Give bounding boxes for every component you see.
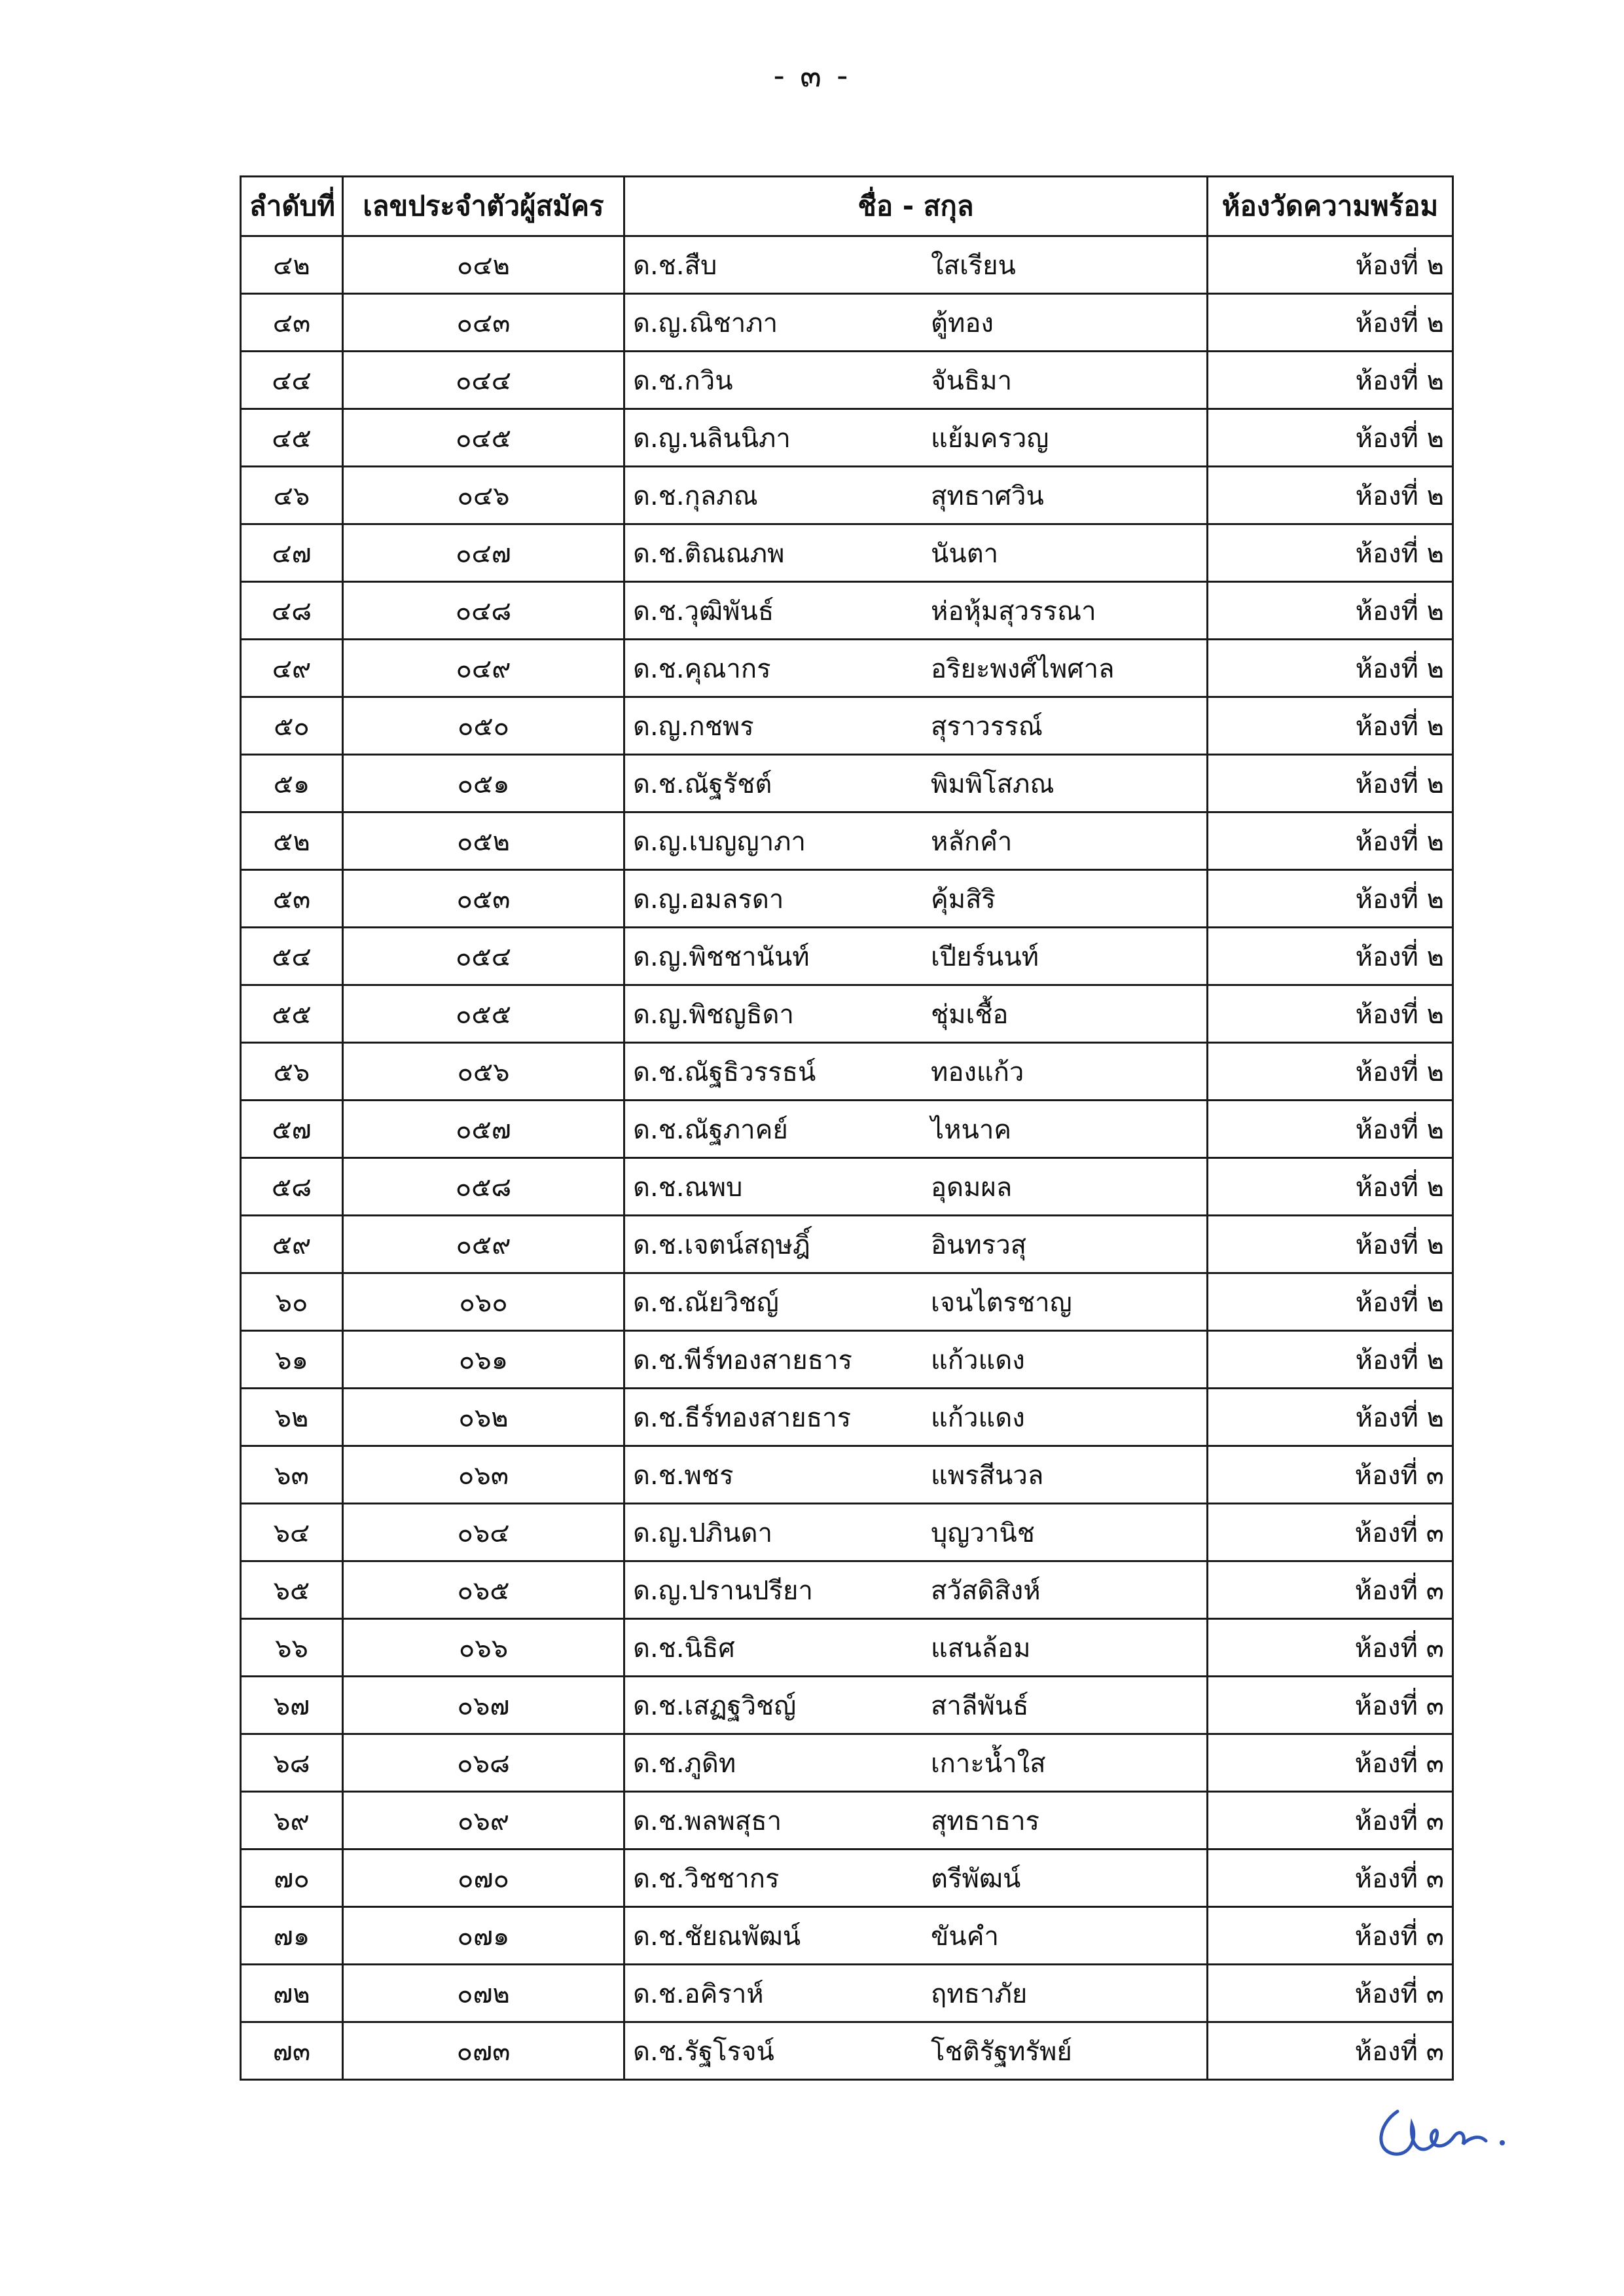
- cell-seq: ๕๙: [241, 1216, 343, 1273]
- cell-applicant-id: ๐๕๒: [343, 812, 624, 870]
- roster-table: [240, 175, 1454, 2081]
- cell-name: [624, 1907, 1208, 1965]
- table-row: [241, 1907, 1453, 1965]
- first-name: ด.ช.สืบ: [633, 250, 717, 281]
- surname: ชุ่มเชื้อ: [931, 999, 1009, 1030]
- first-name: ด.ช.นิธิศ: [633, 1633, 735, 1664]
- cell-applicant-id: ๐๕๖: [343, 1043, 624, 1101]
- cell-name: [624, 1158, 1208, 1216]
- surname: หลักคำ: [931, 826, 1013, 857]
- first-name: ด.ญ.เบญญาภา: [633, 826, 806, 857]
- cell-room: ห้องที่ ๒: [1208, 409, 1453, 467]
- first-name: ด.ช.พลพสุธา: [633, 1806, 782, 1836]
- first-name: ด.ช.คุณากร: [633, 653, 771, 684]
- cell-name: [624, 1677, 1208, 1734]
- cell-applicant-id: ๐๕๑: [343, 755, 624, 812]
- cell-room: ห้องที่ ๓: [1208, 1446, 1453, 1504]
- cell-seq: ๕๐: [241, 697, 343, 755]
- surname: บุญวานิช: [931, 1518, 1035, 1548]
- first-name: ด.ช.พชร: [633, 1460, 734, 1491]
- table-row: [241, 1965, 1453, 2022]
- first-name: ด.ช.ณัฐภาคย์: [633, 1114, 788, 1145]
- cell-room: ห้องที่ ๒: [1208, 467, 1453, 524]
- cell-name: [624, 1389, 1208, 1446]
- cell-seq: ๔๖: [241, 467, 343, 524]
- cell-seq: ๖๐: [241, 1273, 343, 1331]
- cell-seq: ๕๒: [241, 812, 343, 870]
- surname: สุราวรรณ์: [931, 711, 1043, 742]
- surname: เกาะน้ำใส: [931, 1748, 1046, 1779]
- first-name: ด.ช.ชัยณพัฒน์: [633, 1921, 801, 1952]
- cell-applicant-id: ๐๔๖: [343, 467, 624, 524]
- cell-seq: ๕๖: [241, 1043, 343, 1101]
- cell-name: [624, 755, 1208, 812]
- table-row: [241, 1158, 1453, 1216]
- cell-applicant-id: ๐๕๓: [343, 870, 624, 928]
- cell-name: [624, 870, 1208, 928]
- first-name: ด.ญ.ปรานปรียา: [633, 1575, 813, 1606]
- table-row: [241, 1101, 1453, 1158]
- cell-seq: ๕๘: [241, 1158, 343, 1216]
- cell-name: [624, 1504, 1208, 1561]
- table-row: [241, 467, 1453, 524]
- cell-seq: ๖๕: [241, 1561, 343, 1619]
- first-name: ด.ช.ณพบ: [633, 1172, 743, 1203]
- cell-room: ห้องที่ ๓: [1208, 1561, 1453, 1619]
- surname: ตู้ทอง: [931, 308, 994, 338]
- surname: สุทธาธาร: [931, 1806, 1040, 1836]
- surname: คุ้มสิริ: [931, 884, 996, 915]
- cell-name: [624, 1850, 1208, 1907]
- first-name: ด.ญ.พิชชานันท์: [633, 941, 810, 972]
- surname: พิมพิโสภณ: [931, 769, 1055, 799]
- cell-seq: ๗๑: [241, 1907, 343, 1965]
- cell-name: [624, 985, 1208, 1043]
- cell-room: ห้องที่ ๒: [1208, 1389, 1453, 1446]
- cell-room: ห้องที่ ๒: [1208, 1216, 1453, 1273]
- header-row: [241, 177, 1453, 236]
- table-row: [241, 1389, 1453, 1446]
- surname: เจนไตรชาญ: [931, 1287, 1072, 1318]
- cell-room: ห้องที่ ๒: [1208, 1273, 1453, 1331]
- surname: อริยะพงศ์ไพศาล: [931, 653, 1115, 684]
- first-name: ด.ญ.กชพร: [633, 711, 754, 742]
- cell-seq: ๖๘: [241, 1734, 343, 1792]
- cell-applicant-id: ๐๖๐: [343, 1273, 624, 1331]
- header-applicant-id: เลขประจำตัวผู้สมัคร: [343, 177, 624, 236]
- cell-room: ห้องที่ ๒: [1208, 1043, 1453, 1101]
- cell-applicant-id: ๐๖๓: [343, 1446, 624, 1504]
- cell-applicant-id: ๐๖๑: [343, 1331, 624, 1389]
- table-row: [241, 1792, 1453, 1850]
- cell-name: [624, 1331, 1208, 1389]
- cell-name: [624, 1561, 1208, 1619]
- cell-applicant-id: ๐๔๕: [343, 409, 624, 467]
- cell-name: [624, 697, 1208, 755]
- first-name: ด.ช.รัฐโรจน์: [633, 2036, 774, 2067]
- table-row: [241, 1734, 1453, 1792]
- first-name: ด.ช.ภูดิท: [633, 1748, 736, 1779]
- header-name: ชื่อ - สกุล: [624, 177, 1208, 236]
- cell-applicant-id: ๐๗๐: [343, 1850, 624, 1907]
- cell-room: ห้องที่ ๒: [1208, 1331, 1453, 1389]
- first-name: ด.ช.วุฒิพันธ์: [633, 596, 774, 627]
- cell-applicant-id: ๐๖๙: [343, 1792, 624, 1850]
- cell-name: [624, 1043, 1208, 1101]
- cell-seq: ๖๖: [241, 1619, 343, 1677]
- cell-seq: ๔๔: [241, 352, 343, 409]
- cell-name: [624, 1792, 1208, 1850]
- first-name: ด.ญ.ปภินดา: [633, 1518, 773, 1548]
- cell-room: ห้องที่ ๓: [1208, 1504, 1453, 1561]
- table-row: [241, 1619, 1453, 1677]
- first-name: ด.ช.เสฏฐวิชญ์: [633, 1690, 797, 1721]
- cell-room: ห้องที่ ๒: [1208, 1101, 1453, 1158]
- table-row: [241, 1677, 1453, 1734]
- surname: อุดมผล: [931, 1172, 1013, 1203]
- cell-room: ห้องที่ ๓: [1208, 1850, 1453, 1907]
- surname: แก้วแดง: [931, 1345, 1025, 1376]
- first-name: ด.ช.กวิน: [633, 365, 733, 396]
- first-name: ด.ช.กุลภณ: [633, 481, 758, 511]
- surname: สุทธาศวิน: [931, 481, 1044, 511]
- surname: ห่อหุ้มสุวรรณา: [931, 596, 1096, 627]
- cell-name: [624, 1273, 1208, 1331]
- cell-seq: ๔๒: [241, 236, 343, 294]
- cell-applicant-id: ๐๖๕: [343, 1561, 624, 1619]
- cell-applicant-id: ๐๔๔: [343, 352, 624, 409]
- cell-seq: ๗๐: [241, 1850, 343, 1907]
- table-row: [241, 352, 1453, 409]
- surname: ใสเรียน: [931, 250, 1016, 281]
- cell-room: ห้องที่ ๓: [1208, 1734, 1453, 1792]
- cell-applicant-id: ๐๖๔: [343, 1504, 624, 1561]
- first-name: ด.ช.พีร์ทองสายธาร: [633, 1345, 852, 1376]
- surname: ทองแก้ว: [931, 1057, 1024, 1087]
- cell-room: ห้องที่ ๓: [1208, 1907, 1453, 1965]
- cell-seq: ๖๑: [241, 1331, 343, 1389]
- cell-name: [624, 812, 1208, 870]
- cell-room: ห้องที่ ๒: [1208, 294, 1453, 352]
- cell-applicant-id: ๐๖๘: [343, 1734, 624, 1792]
- cell-seq: ๗๓: [241, 2022, 343, 2080]
- cell-seq: ๔๙: [241, 640, 343, 697]
- table-row: [241, 1043, 1453, 1101]
- cell-room: ห้องที่ ๒: [1208, 697, 1453, 755]
- first-name: ด.ช.ธีร์ทองสายธาร: [633, 1402, 852, 1433]
- cell-name: [624, 640, 1208, 697]
- cell-seq: ๖๒: [241, 1389, 343, 1446]
- first-name: ด.ช.เจตน์สฤษฎิ์: [633, 1230, 810, 1260]
- cell-seq: ๕๔: [241, 928, 343, 985]
- cell-room: ห้องที่ ๓: [1208, 2022, 1453, 2080]
- table-row: [241, 1446, 1453, 1504]
- cell-name: [624, 294, 1208, 352]
- cell-seq: ๖๗: [241, 1677, 343, 1734]
- surname: สวัสดิสิงห์: [931, 1575, 1041, 1606]
- cell-room: ห้องที่ ๓: [1208, 1677, 1453, 1734]
- cell-applicant-id: ๐๖๗: [343, 1677, 624, 1734]
- first-name: ด.ญ.พิชญธิดา: [633, 999, 794, 1030]
- cell-seq: ๔๘: [241, 582, 343, 640]
- surname: นันตา: [931, 538, 999, 569]
- cell-name: [624, 1734, 1208, 1792]
- surname: อินทรวสุ: [931, 1230, 1027, 1260]
- surname: สาลีพันธ์: [931, 1690, 1029, 1721]
- cell-seq: ๔๓: [241, 294, 343, 352]
- surname: ตรีพัฒน์: [931, 1863, 1021, 1894]
- first-name: ด.ญ.ณิชาภา: [633, 308, 778, 338]
- table-row: [241, 697, 1453, 755]
- cell-name: [624, 352, 1208, 409]
- cell-name: [624, 524, 1208, 582]
- page-number: - ๓ -: [773, 58, 851, 94]
- first-name: ด.ญ.นลินนิภา: [633, 423, 791, 454]
- cell-seq: ๕๗: [241, 1101, 343, 1158]
- table-row: [241, 409, 1453, 467]
- cell-room: ห้องที่ ๒: [1208, 870, 1453, 928]
- header-room: ห้องวัดความพร้อม: [1208, 177, 1453, 236]
- first-name: ด.ช.วิชชากร: [633, 1863, 780, 1894]
- first-name: ด.ช.ติณณภพ: [633, 538, 785, 569]
- cell-seq: ๔๕: [241, 409, 343, 467]
- table-body: [241, 236, 1453, 2080]
- cell-room: ห้องที่ ๒: [1208, 236, 1453, 294]
- table-row: [241, 582, 1453, 640]
- cell-applicant-id: ๐๕๕: [343, 985, 624, 1043]
- cell-seq: ๖๔: [241, 1504, 343, 1561]
- table-row: [241, 755, 1453, 812]
- table-row: [241, 1504, 1453, 1561]
- cell-applicant-id: ๐๗๓: [343, 2022, 624, 2080]
- cell-room: ห้องที่ ๒: [1208, 524, 1453, 582]
- first-name: ด.ช.ณัฐธิวรรธน์: [633, 1057, 816, 1087]
- cell-name: [624, 2022, 1208, 2080]
- surname: แก้วแดง: [931, 1402, 1025, 1433]
- table-row: [241, 1561, 1453, 1619]
- header-seq: ลำดับที่: [241, 177, 343, 236]
- cell-seq: ๖๓: [241, 1446, 343, 1504]
- cell-name: [624, 1619, 1208, 1677]
- cell-seq: ๔๗: [241, 524, 343, 582]
- cell-name: [624, 1965, 1208, 2022]
- first-name: ด.ญ.อมลรดา: [633, 884, 784, 915]
- surname: โชติรัฐทรัพย์: [931, 2036, 1072, 2067]
- cell-name: [624, 236, 1208, 294]
- cell-applicant-id: ๐๗๑: [343, 1907, 624, 1965]
- cell-room: ห้องที่ ๒: [1208, 812, 1453, 870]
- surname: แย้มครวญ: [931, 423, 1049, 454]
- surname: ขันคำ: [931, 1921, 999, 1952]
- cell-room: ห้องที่ ๒: [1208, 1158, 1453, 1216]
- cell-seq: ๖๙: [241, 1792, 343, 1850]
- table-row: [241, 2022, 1453, 2080]
- first-name: ด.ช.ณัฐรัชต์: [633, 769, 772, 799]
- first-name: ด.ช.ณัยวิชญ์: [633, 1287, 779, 1318]
- cell-applicant-id: ๐๔๙: [343, 640, 624, 697]
- table-row: [241, 524, 1453, 582]
- cell-room: ห้องที่ ๒: [1208, 352, 1453, 409]
- table-row: [241, 870, 1453, 928]
- cell-applicant-id: ๐๔๘: [343, 582, 624, 640]
- table-row: [241, 1216, 1453, 1273]
- cell-applicant-id: ๐๕๙: [343, 1216, 624, 1273]
- cell-seq: ๕๓: [241, 870, 343, 928]
- table-row: [241, 294, 1453, 352]
- surname: แพรสีนวล: [931, 1460, 1044, 1491]
- cell-room: ห้องที่ ๒: [1208, 640, 1453, 697]
- table-row: [241, 640, 1453, 697]
- signature-icon: [1371, 2098, 1528, 2170]
- surname: จันธิมา: [931, 365, 1013, 396]
- cell-applicant-id: ๐๕๘: [343, 1158, 624, 1216]
- surname: ไหนาค: [931, 1114, 1012, 1145]
- cell-name: [624, 1446, 1208, 1504]
- first-name: ด.ช.อคิราห์: [633, 1978, 764, 2009]
- table-row: [241, 1331, 1453, 1389]
- cell-room: ห้องที่ ๓: [1208, 1965, 1453, 2022]
- cell-room: ห้องที่ ๒: [1208, 755, 1453, 812]
- cell-applicant-id: ๐๖๒: [343, 1389, 624, 1446]
- cell-name: [624, 928, 1208, 985]
- cell-name: [624, 1216, 1208, 1273]
- table-row: [241, 928, 1453, 985]
- cell-applicant-id: ๐๗๒: [343, 1965, 624, 2022]
- cell-name: [624, 467, 1208, 524]
- cell-applicant-id: ๐๔๓: [343, 294, 624, 352]
- cell-applicant-id: ๐๕๐: [343, 697, 624, 755]
- surname: แสนล้อม: [931, 1633, 1031, 1664]
- cell-room: ห้องที่ ๒: [1208, 582, 1453, 640]
- cell-name: [624, 582, 1208, 640]
- cell-room: ห้องที่ ๒: [1208, 928, 1453, 985]
- cell-room: ห้องที่ ๒: [1208, 985, 1453, 1043]
- surname: ฤทธาภัย: [931, 1978, 1028, 2009]
- table-row: [241, 1850, 1453, 1907]
- cell-applicant-id: ๐๕๗: [343, 1101, 624, 1158]
- cell-room: ห้องที่ ๓: [1208, 1619, 1453, 1677]
- cell-applicant-id: ๐๔๗: [343, 524, 624, 582]
- table-row: [241, 985, 1453, 1043]
- surname: เปียร์นนท์: [931, 941, 1039, 972]
- cell-name: [624, 409, 1208, 467]
- cell-seq: ๕๑: [241, 755, 343, 812]
- cell-room: ห้องที่ ๓: [1208, 1792, 1453, 1850]
- cell-applicant-id: ๐๕๔: [343, 928, 624, 985]
- table-row: [241, 812, 1453, 870]
- table-row: [241, 1273, 1453, 1331]
- cell-seq: ๗๒: [241, 1965, 343, 2022]
- cell-seq: ๕๕: [241, 985, 343, 1043]
- cell-name: [624, 1101, 1208, 1158]
- cell-applicant-id: ๐๔๒: [343, 236, 624, 294]
- table-row: [241, 236, 1453, 294]
- cell-applicant-id: ๐๖๖: [343, 1619, 624, 1677]
